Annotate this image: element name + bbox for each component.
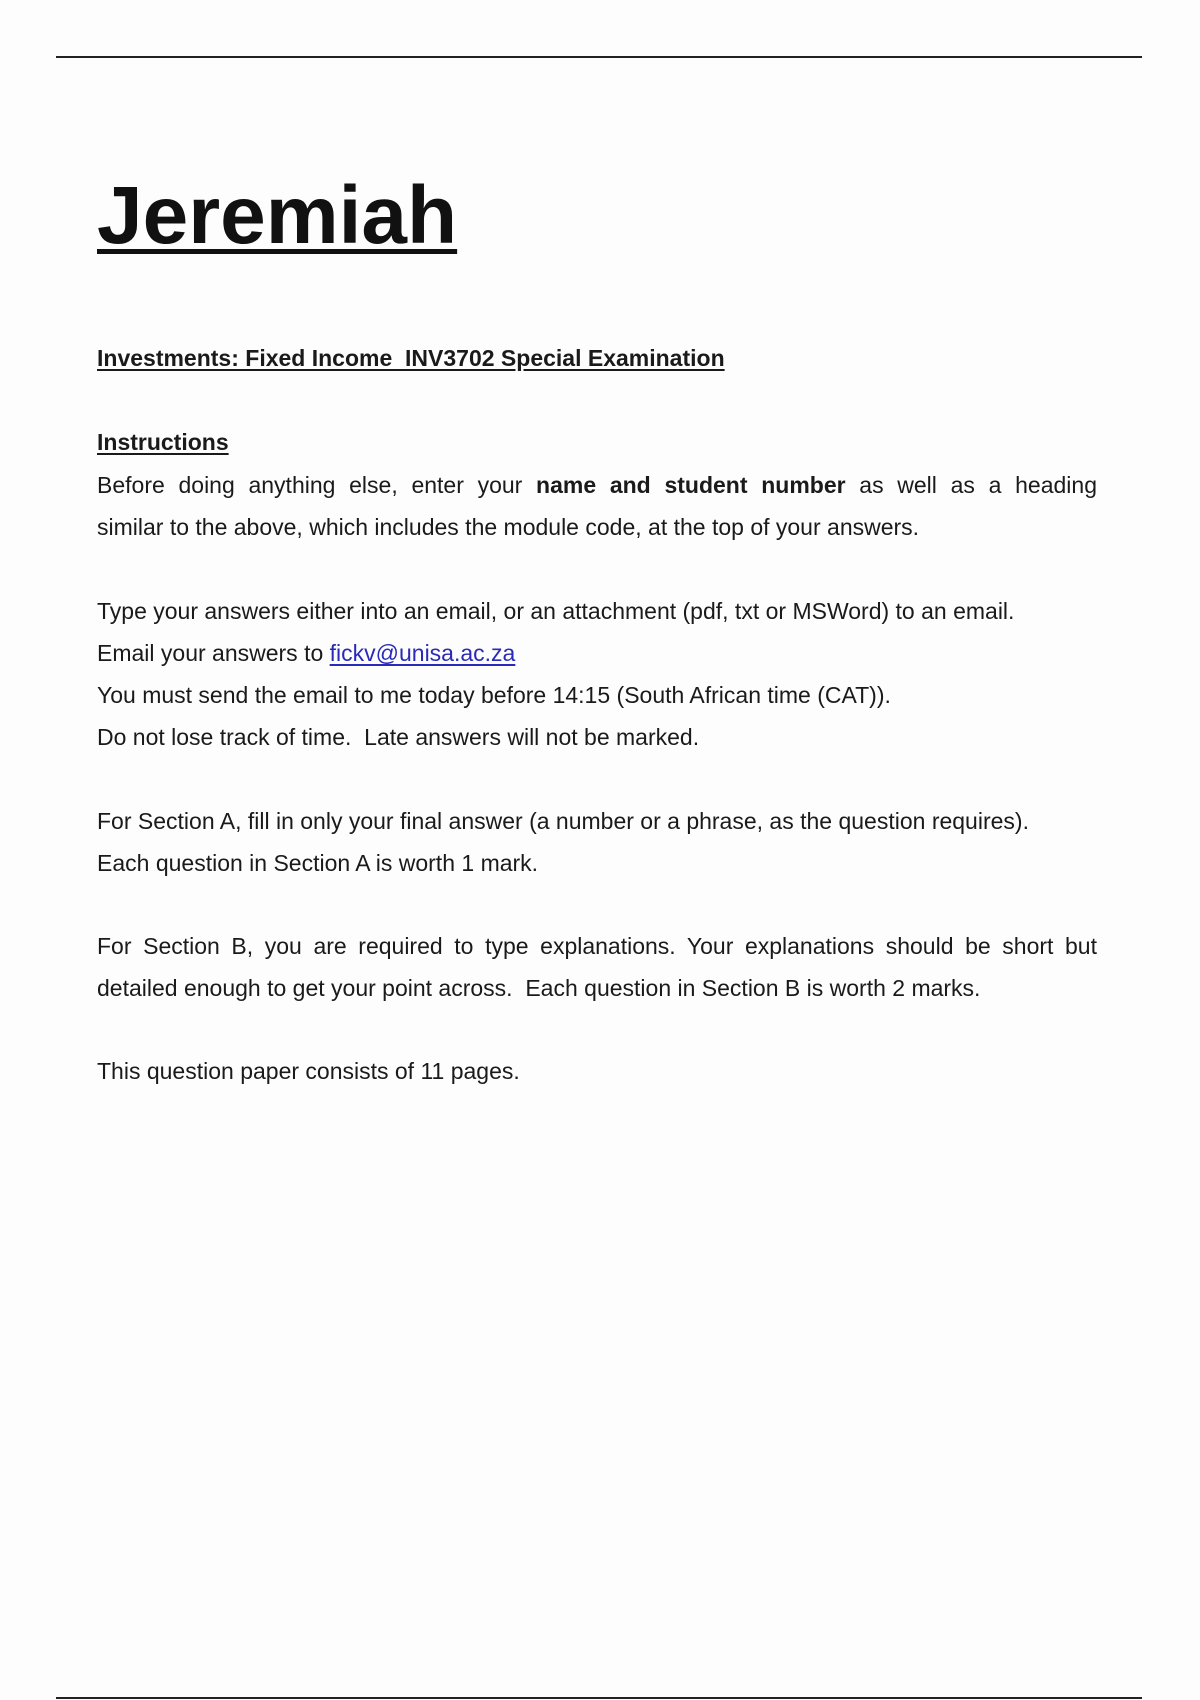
instructions-line: For Section B, you are required to type explanations. Your explanations should be short but xyxy=(97,933,1097,959)
instructions-line: This question paper consists of 11 pages. xyxy=(97,1058,520,1084)
name-heading: Jeremiah xyxy=(97,170,458,261)
instructions-line: Each question in Section A is worth 1 mark. xyxy=(97,850,539,876)
email-link[interactable]: fickv@unisa.ac.za xyxy=(329,640,516,666)
name-student-number-emphasis: name and student number xyxy=(536,472,846,498)
instructions-line: Type your answers either into an email, or an attachment (pdf, txt or MSWord) to an email. xyxy=(97,598,1015,624)
top-rule xyxy=(56,56,1142,58)
instructions-line: similar to the above, which includes the module code, at the top of your answers. xyxy=(97,514,920,540)
instructions-text: as well as a heading xyxy=(845,472,1097,498)
instructions-text: Before doing anything else, enter your xyxy=(97,472,537,498)
instructions-paragraph-name xyxy=(97,464,1097,548)
instructions-text: Email your answers to xyxy=(97,640,330,666)
instructions-line xyxy=(97,464,1097,506)
exam-title: Investments: Fixed Income INV3702 Special Examination xyxy=(97,345,725,371)
instructions-line: You must send the email to me today before 14:15 (South African time (CAT)). xyxy=(97,682,891,708)
section-b-paragraph xyxy=(97,925,1097,1009)
instructions-line: detailed enough to get your point across. Each question in Section B is worth 2 marks. xyxy=(97,975,981,1001)
section-a-paragraph xyxy=(97,800,1097,884)
instructions-line: Do not lose track of time. Late answers will not be marked. xyxy=(97,724,700,750)
instructions-line xyxy=(97,632,1097,674)
instructions-heading: Instructions xyxy=(97,429,229,455)
instructions-line: For Section A, fill in only your final answer (a number or a phrase, as the question requires). xyxy=(97,808,1029,834)
page-count-paragraph xyxy=(97,1050,1097,1092)
instructions-paragraph-email xyxy=(97,590,1097,758)
bottom-rule xyxy=(56,1697,1142,1699)
